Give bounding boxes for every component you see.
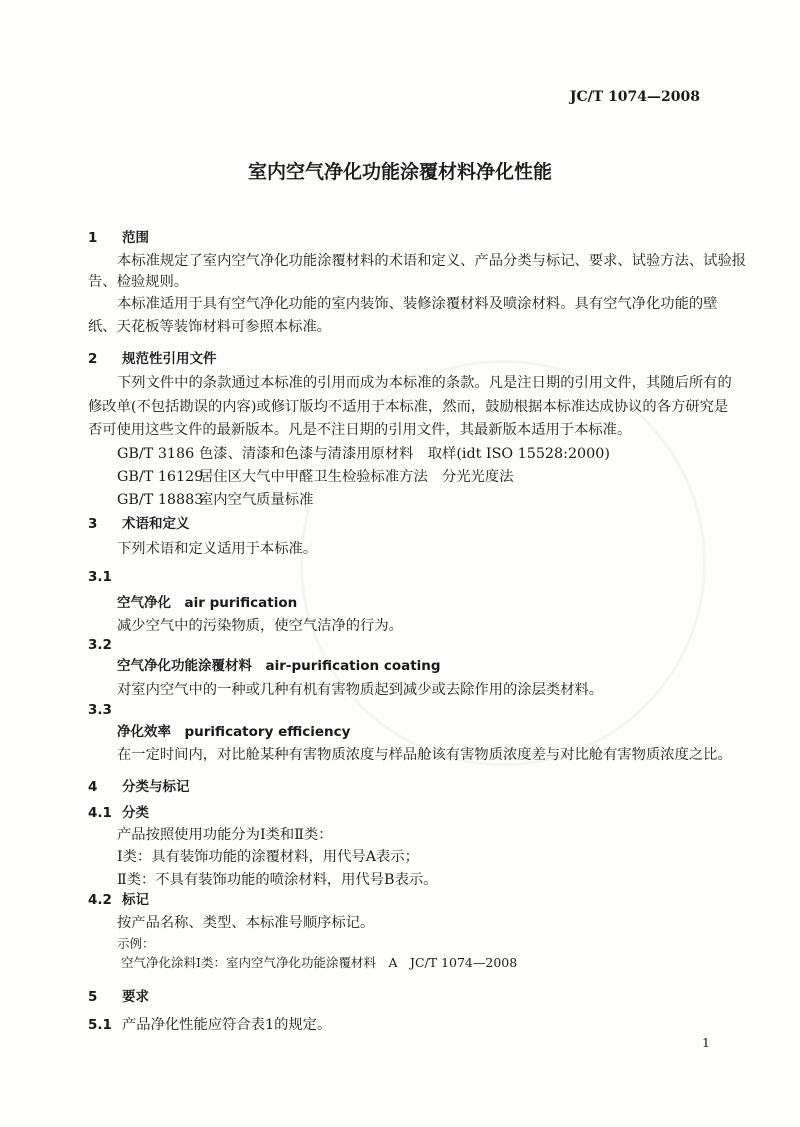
section-5-1: 5.1 产品净化性能应符合表1的规定。 [88, 1017, 332, 1033]
term-title: 空气净化功能涂覆材料 air-purification coating [117, 658, 441, 674]
term-title: 净化效率 purificatory efficiency [117, 724, 351, 740]
example-label: 示例： [117, 936, 155, 951]
page-number: 1 [702, 1035, 710, 1050]
paragraph: Ⅰ类：具有装饰功能的涂覆材料，用代号A表示； [117, 849, 419, 865]
term-definition: 减少空气中的污染物质，使空气洁净的行为。 [117, 618, 403, 634]
paragraph: 修改单(不包括勘误的内容)或修订版均不适用于本标准，然而，鼓励根据本标准达成协议的各方研究是 [88, 399, 729, 415]
paragraph: Ⅱ类：不具有装饰功能的喷涂材料，用代号B表示。 [117, 872, 438, 888]
section-1-heading: 1 范围 [88, 230, 149, 246]
section-3-heading: 3 术语和定义 [88, 516, 190, 532]
paragraph: 产品按照使用功能分为Ⅰ类和Ⅱ类： [117, 827, 333, 843]
term-number: 3.1 [88, 569, 112, 585]
section-4-heading: 4 分类与标记 [88, 779, 190, 795]
paragraph: 按产品名称、类型、本标准号顺序标记。 [117, 915, 375, 931]
paragraph: 告、检验规则。 [88, 274, 189, 290]
paragraph: 本标准规定了室内空气净化功能涂覆材料的术语和定义、产品分类与标记、要求、试验方法、试验报 [117, 253, 747, 269]
paragraph: 下列术语和定义适用于本标准。 [117, 541, 318, 557]
paragraph: 本标准适用于具有空气净化功能的室内装饰、装修涂覆材料及喷涂材料。具有空气净化功能的壁 [117, 296, 718, 312]
section-5-heading: 5 要求 [88, 989, 149, 1005]
standard-code: JC/T 1074—2008 [569, 89, 700, 105]
reference-item: GB/T 3186 色漆、清漆和色漆与清漆用原材料 取样(idt ISO 15528:2000) [117, 446, 610, 462]
example-text: 空气净化涂料Ⅰ类：室内空气净化功能涂覆材料 A JC/T 1074—2008 [121, 955, 518, 970]
section-4-2-heading: 4.2 标记 [88, 892, 149, 908]
page-title: 室内空气净化功能涂覆材料净化性能 [247, 161, 552, 183]
reference-item: GB/T 16129居住区大气中甲醛卫生检验标准方法 分光光度法 [117, 469, 514, 485]
paragraph: 下列文件中的条款通过本标准的引用而成为本标准的条款。凡是注日期的引用文件，其随后所有的 [117, 375, 732, 391]
term-title: 空气净化 air purification [117, 595, 298, 611]
section-4-1-heading: 4.1 分类 [88, 805, 149, 821]
term-number: 3.3 [88, 702, 112, 718]
term-definition: 对室内空气中的一种或几种有机有害物质起到减少或去除作用的涂层类材料。 [117, 682, 604, 698]
section-2-heading: 2 规范性引用文件 [88, 351, 217, 367]
paragraph: 纸、天花板等装饰材料可参照本标准。 [88, 319, 332, 335]
paragraph: 否可使用这些文件的最新版本。凡是不注日期的引用文件，其最新版本适用于本标准。 [88, 422, 632, 438]
term-definition: 在一定时间内，对比舱某种有害物质浓度与样品舱该有害物质浓度差与对比舱有害物质浓度之比。 [117, 747, 732, 763]
term-number: 3.2 [88, 637, 112, 653]
reference-item: GB/T 18883室内空气质量标准 [117, 492, 314, 508]
